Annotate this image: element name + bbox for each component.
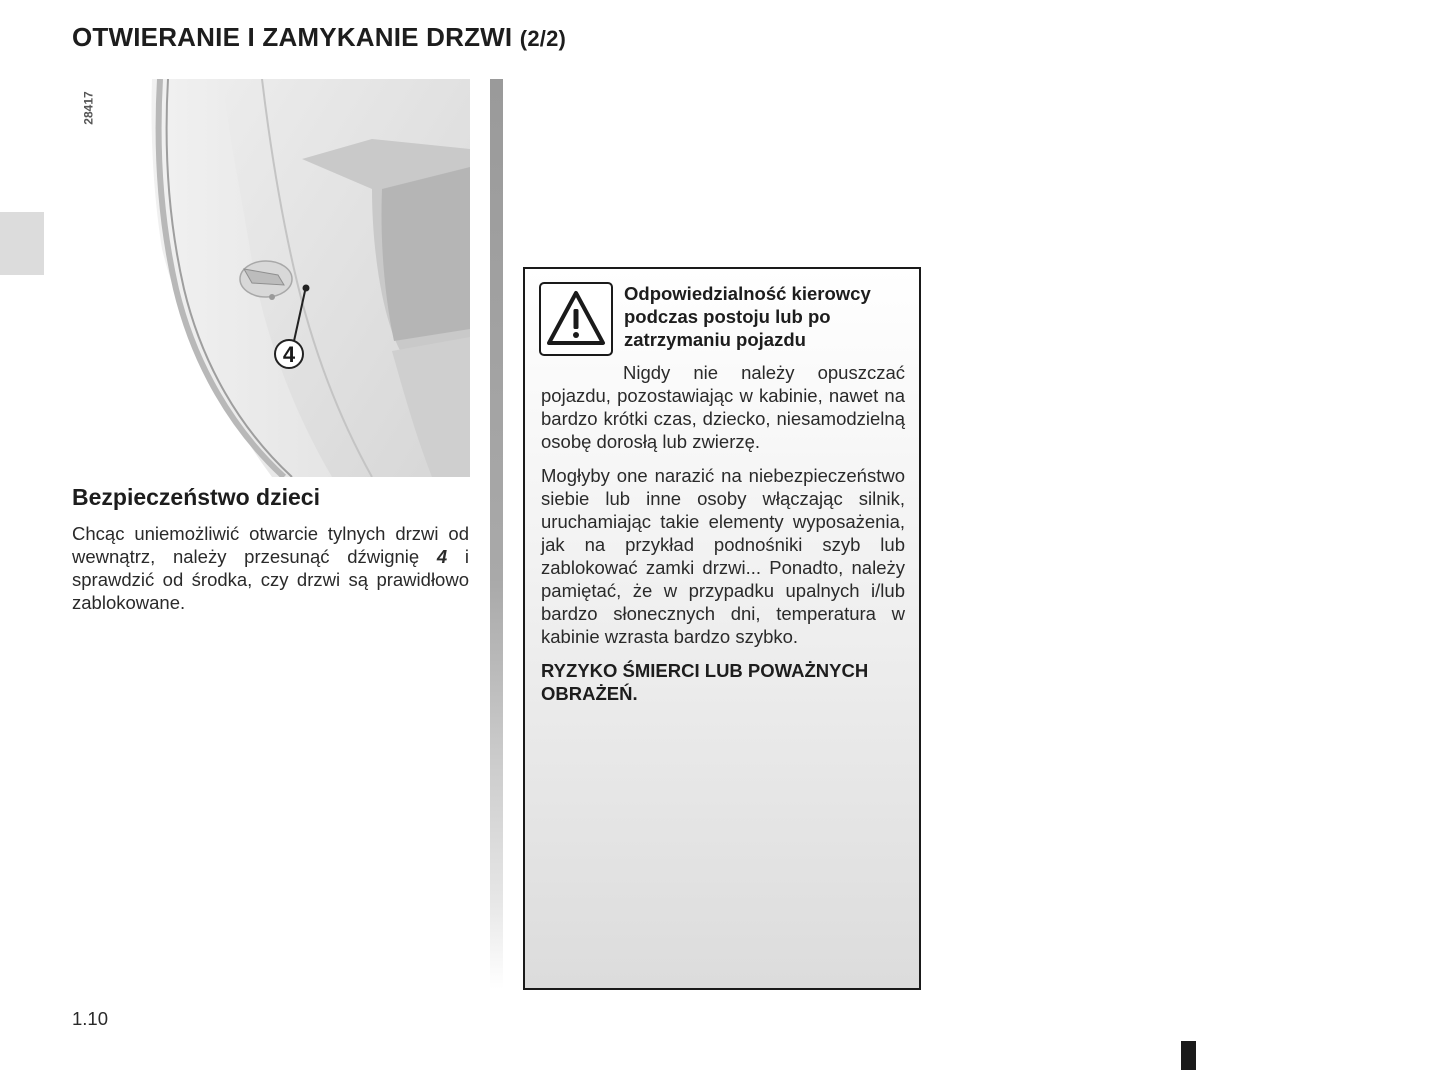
page-title-main: OTWIERANIE I ZAMYKANIE DRZWI xyxy=(72,22,513,52)
page-number: 1.10 xyxy=(72,1008,109,1029)
warning-paragraph-2: Mogłyby one narazić na niebezpieczeństwo siebie lub inne osoby włączając silnik, uruchamiając takie elementy wyposażenia, jak na przykład podnośniki szyb lub zablokować zamki drzwi... Ponadto, należy pamiętać, że w przypadku upalnych i/lub bardzo słonecznych dni, temperatura w kabinie wzrasta bardzo szybko. xyxy=(541,465,905,647)
door-illustration xyxy=(72,79,470,477)
section-heading: Bezpieczeństwo dzieci xyxy=(72,484,320,510)
body-text-before: Chcąc uniemożliwić otwarcie tylnych drzwi od wewnątrz, należy przesunąć dźwignię xyxy=(72,523,469,567)
section-tab-marker xyxy=(0,212,44,275)
figure-reference-number xyxy=(74,86,104,130)
page-title-suffix: (2/2) xyxy=(519,26,567,51)
warning-body xyxy=(541,361,905,716)
section-body-text xyxy=(72,522,469,614)
body-text-after: i sprawdzić od środka, czy drzwi są prawidłowo zablokowane. xyxy=(72,546,470,613)
lever-reference: 4 xyxy=(436,546,448,567)
page-title xyxy=(72,22,566,53)
callout-label: 4 xyxy=(282,342,296,367)
door-lock-lever-illustration xyxy=(72,79,470,477)
warning-box xyxy=(523,267,921,990)
warning-emphasis: RYZYKO ŚMIERCI LUB POWAŻNYCH OBRAŻEŃ. xyxy=(541,660,869,704)
warning-triangle-icon xyxy=(539,282,613,356)
column-divider xyxy=(490,79,503,989)
warning-paragraph-1: Nigdy nie należy opuszczać pojazdu, pozostawiając w kabinie, nawet na bardzo krótki czas, dziecko, niesamodzielną osobę dorosłą lub zwierzę. xyxy=(541,362,905,452)
figure-reference-text: 28417 xyxy=(82,91,96,125)
warning-title: Odpowiedzialność kierowcy podczas postoju lub po zatrzymaniu pojazdu xyxy=(624,283,871,350)
page-edge-marker xyxy=(1181,1041,1196,1070)
